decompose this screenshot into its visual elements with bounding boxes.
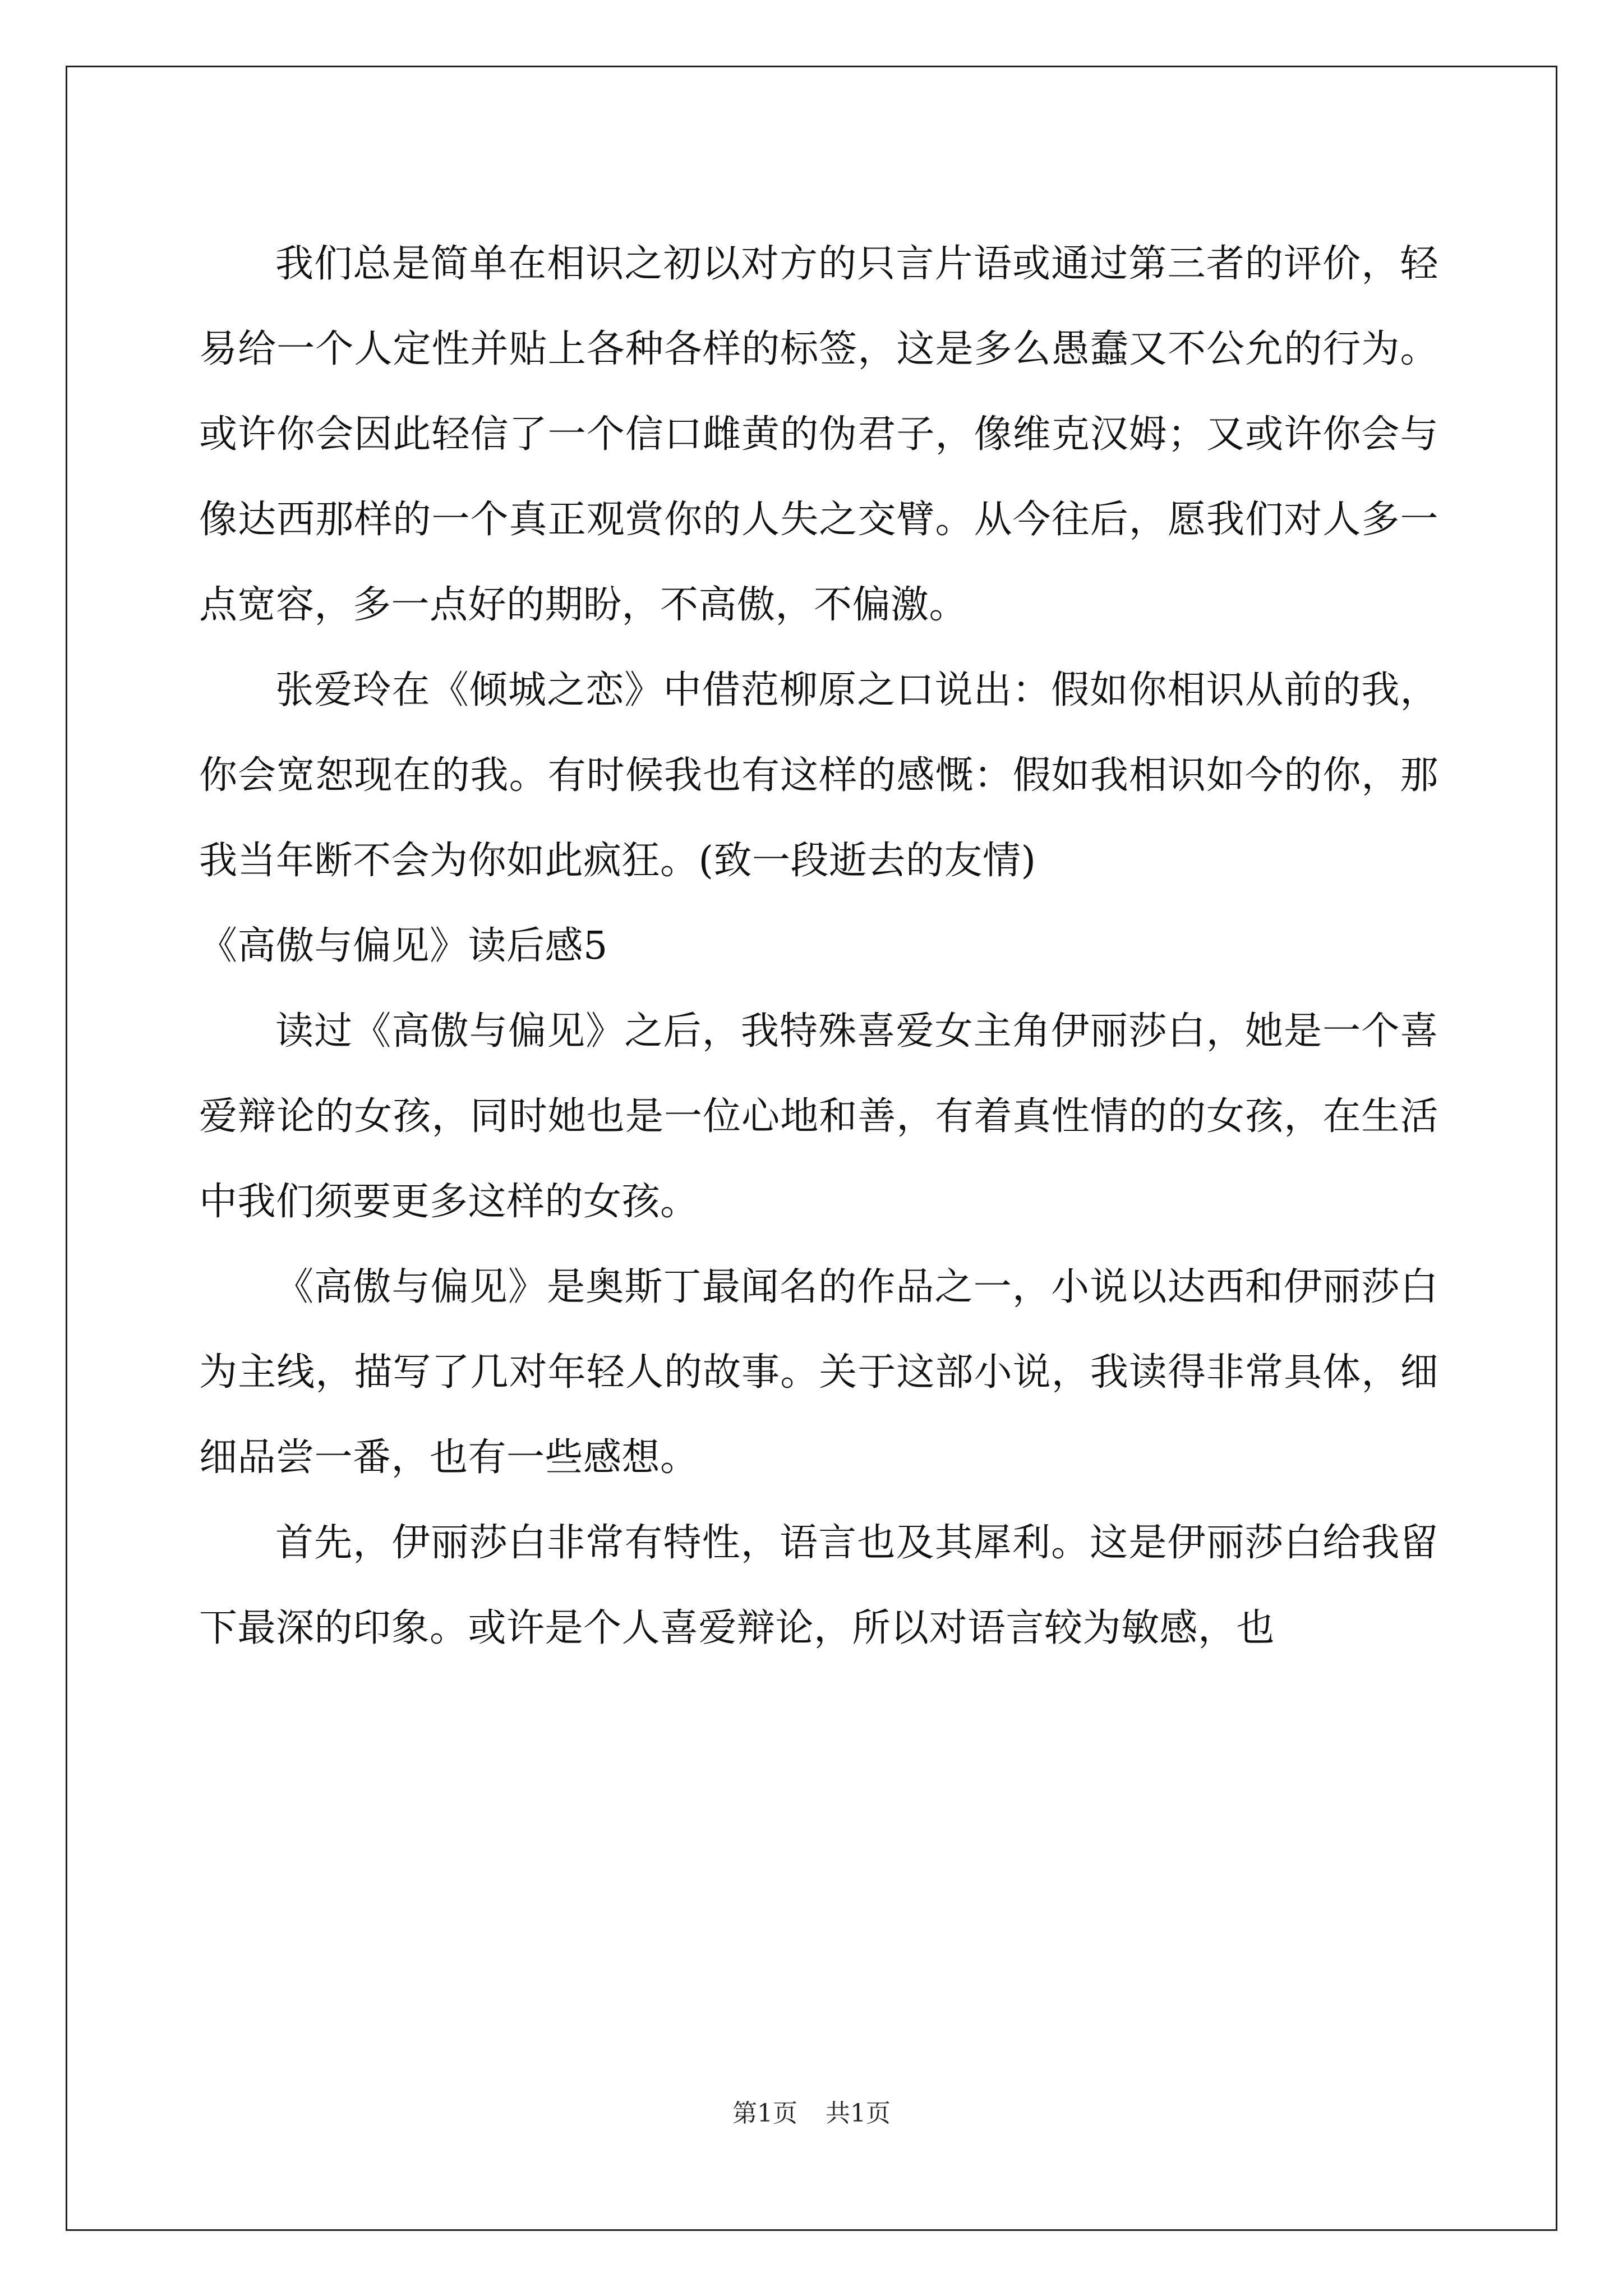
paragraph: 《高傲与偏见》是奥斯丁最闻名的作品之一，小说以达西和伊丽莎白为主线，描写了几对年轻人的故事。关于这部小说，我读得非常具体，细细品尝一番，也有一些感想。 — [199, 1265, 1438, 1480]
paragraph: 我们总是简单在相识之初以对方的只言片语或通过第三者的评价，轻易给一个人定性并贴上各种各样的标签，这是多么愚蠢又不公允的行为。或许你会因此轻信了一个信口雌黄的伪君子，像维克汉姆；又或许你会与像达西那样的一个真正观赏你的人失之交臂。从今往后，愿我们对人多一点宽容，多一点好的期盼，不高傲，不偏激。 — [199, 242, 1438, 627]
paragraph: 张爱玲在《倾城之恋》中借范柳原之口说出：假如你相识从前的我，你会宽恕现在的我。有时候我也有这样的感慨：假如我相识如今的你，那我当年断不会为你如此疯狂。(致一段逝去的友情) — [199, 668, 1438, 883]
section-title: 《高傲与偏见》读后感5 — [199, 924, 608, 968]
paragraph: 首先，伊丽莎白非常有特性，语言也及其犀利。这是伊丽莎白给我留下最深的印象。或许是个人喜爱辩论，所以对语言较为敏感，也 — [199, 1521, 1438, 1650]
page-number: 第1页 — [732, 2099, 797, 2128]
page-footer — [0, 2097, 1623, 2131]
document-body — [199, 222, 1438, 1671]
page-total: 共1页 — [826, 2099, 891, 2128]
paragraph: 读过《高傲与偏见》之后，我特殊喜爱女主角伊丽莎白，她是一个喜爱辩论的女孩，同时她也是一位心地和善，有着真性情的的女孩，在生活中我们须要更多这样的女孩。 — [199, 1009, 1438, 1224]
